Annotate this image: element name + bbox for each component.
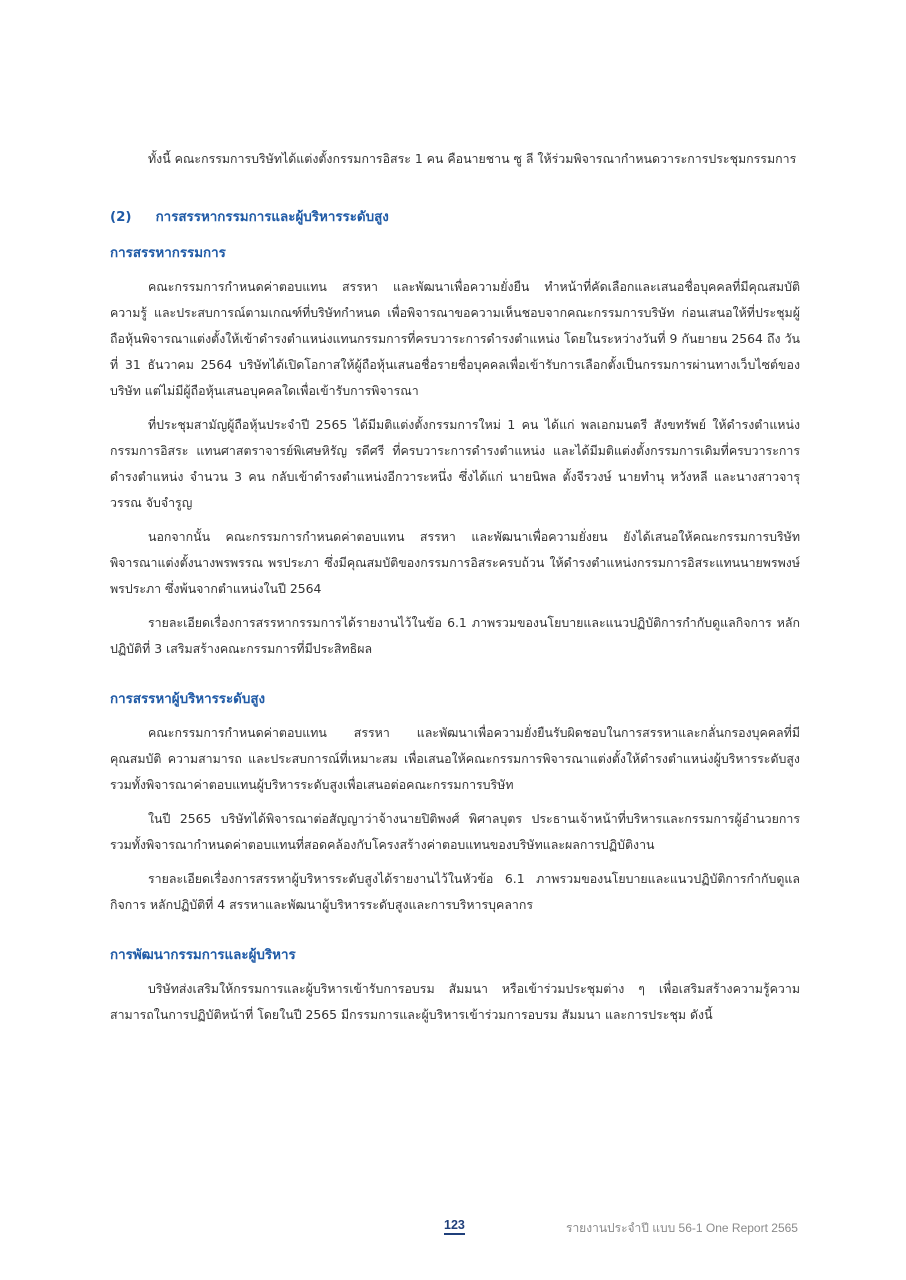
intro-paragraph: ทั้งนี้ คณะกรรมการบริษัทได้แต่งตั้งกรรมการอิสระ 1 คน คือนายชาน ซู ลี ให้ร่วมพิจารณากำหนดวาระการประชุมกรรมการ — [148, 151, 797, 166]
section-heading — [110, 206, 800, 230]
section-number: (2) — [110, 210, 132, 225]
development-heading: การพัฒนากรรมการและผู้บริหาร — [110, 948, 296, 963]
director-nomination-heading: การสรรหากรรมการ — [110, 246, 226, 261]
executive-nomination-heading: การสรรหาผู้บริหารระดับสูง — [110, 692, 266, 707]
page-number: 123 — [444, 1218, 465, 1235]
section-title: การสรรหากรรมการและผู้บริหารระดับสูง — [155, 210, 389, 225]
executive-nomination-paragraph-2: ในปี 2565 บริษัทได้พิจารณาต่อสัญญาว่าจ้างนายปิติพงศ์ พิศาลบุตร ประธานเจ้าหน้าที่บริหารและกรรมการผู้อำนวยการ รวมทั้งพิจารณากำหนดค่าตอบแทนที่สอดคล้องกับโครงสร้างค่าตอบแทนของบริษัทและผลการปฏิบัติงาน — [110, 811, 800, 852]
director-nomination-paragraph-4: รายละเอียดเรื่องการสรรหากรรมการได้รายงานไว้ในข้อ 6.1 ภาพรวมของนโยบายและแนวปฏิบัติการกำกับดูแลกิจการ หลักปฏิบัติที่ 3 เสริมสร้างคณะกรรมการที่มีประสิทธิผล — [110, 615, 800, 656]
director-nomination-paragraph-2: ที่ประชุมสามัญผู้ถือหุ้นประจำปี 2565 ได้มีมติแต่งตั้งกรรมการใหม่ 1 คน ได้แก่ พลเอกมนตรี สังขทรัพย์ ให้ดำรงตำแหน่งกรรมการอิสระ แทนศาสตราจารย์พิเศษหิรัญ รดีศรี ที่ครบวาระการดำรงตำแหน่ง และได้มีมติแต่งตั้งกรรมการเดิมที่ครบวาระการดำรงตำแหน่ง จำนวน 3 คน กลับเข้าดำรงตำแหน่งอีกวาระหนึ่ง ซึ่งได้แก่ นายนิพล ตั้งจีรวงษ์ นายทำนุ หวังหลี และนางสาวจารุวรรณ จับจำรูญ — [110, 417, 800, 510]
page-footer — [0, 1218, 906, 1240]
document-page — [110, 146, 800, 1036]
director-nomination-paragraph-1: คณะกรรมการกำหนดค่าตอบแทน สรรหา และพัฒนาเพื่อความยั่งยืน ทำหน้าที่คัดเลือกและเสนอชื่อบุคคลที่มีคุณสมบัติ ความรู้ และประสบการณ์ตามเกณฑ์ที่บริษัทกำหนด เพื่อพิจารณาขอความเห็นชอบจากคณะกรรมการบริษัท ก่อนเสนอให้ที่ประชุมผู้ถือหุ้นพิจารณาแต่งตั้งให้เข้าดำรงตำแหน่งแทนกรรมการที่ครบวาระการดำรงตำแหน่ง โดยในระหว่างวันที่ 9 กันยายน 2564 ถึง วันที่ 31 ธันวาคม 2564 บริษัทได้เปิดโอกาสให้ผู้ถือหุ้นเสนอชื่อรายชื่อบุคคลเพื่อเข้ารับการเลือกตั้งเป็นกรรมการผ่านทางเว็บไซต์ของบริษัท แต่ไม่มีผู้ถือหุ้นเสนอบุคคลใดเพื่อเข้ารับการพิจารณา — [110, 279, 800, 398]
executive-nomination-paragraph-3: รายละเอียดเรื่องการสรรหาผู้บริหารระดับสูงได้รายงานไว้ในหัวข้อ 6.1 ภาพรวมของนโยบายและแนวปฏิบัติการกำกับดูแลกิจการ หลักปฏิบัติที่ 4 สรรหาและพัฒนาผู้บริหารระดับสูงและการบริหารบุคลากร — [110, 871, 800, 912]
executive-nomination-paragraph-1: คณะกรรมการกำหนดค่าตอบแทน สรรหา และพัฒนาเพื่อความยั่งยืนรับผิดชอบในการสรรหาและกลั่นกรองบุคคลที่มีคุณสมบัติ ความสามารถ และประสบการณ์ที่เหมาะสม เพื่อเสนอให้คณะกรรมการพิจารณาแต่งตั้งให้ดำรงตำแหน่งผู้บริหารระดับสูง รวมทั้งพิจารณาค่าตอบแทนผู้บริหารระดับสูงเพื่อเสนอต่อคณะกรรมการบริษัท — [110, 725, 800, 792]
development-paragraph-1: บริษัทส่งเสริมให้กรรมการและผู้บริหารเข้ารับการอบรม สัมมนา หรือเข้าร่วมประชุมต่าง ๆ เพื่อเสริมสร้างความรู้ความสามารถในการปฏิบัติหน้าที่ โดยในปี 2565 มีกรรมการและผู้บริหารเข้าร่วมการอบรม สัมมนา และการประชุม ดังนี้ — [110, 981, 800, 1022]
report-title: รายงานประจำปี แบบ 56-1 One Report 2565 — [566, 1221, 798, 1235]
director-nomination-paragraph-3: นอกจากนั้น คณะกรรมการกำหนดค่าตอบแทน สรรหา และพัฒนาเพื่อความยั่งยน ยังได้เสนอให้คณะกรรมการบริษัทพิจารณาแต่งตั้งนางพรพรรณ พรประภา ซึ่งมีคุณสมบัติของกรรมการอิสระครบถ้วน ให้ดำรงตำแหน่งกรรมการอิสระแทนนายพรพงษ์ พรประภา ซึ่งพ้นจากตำแหน่งในปี 2564 — [110, 529, 800, 596]
